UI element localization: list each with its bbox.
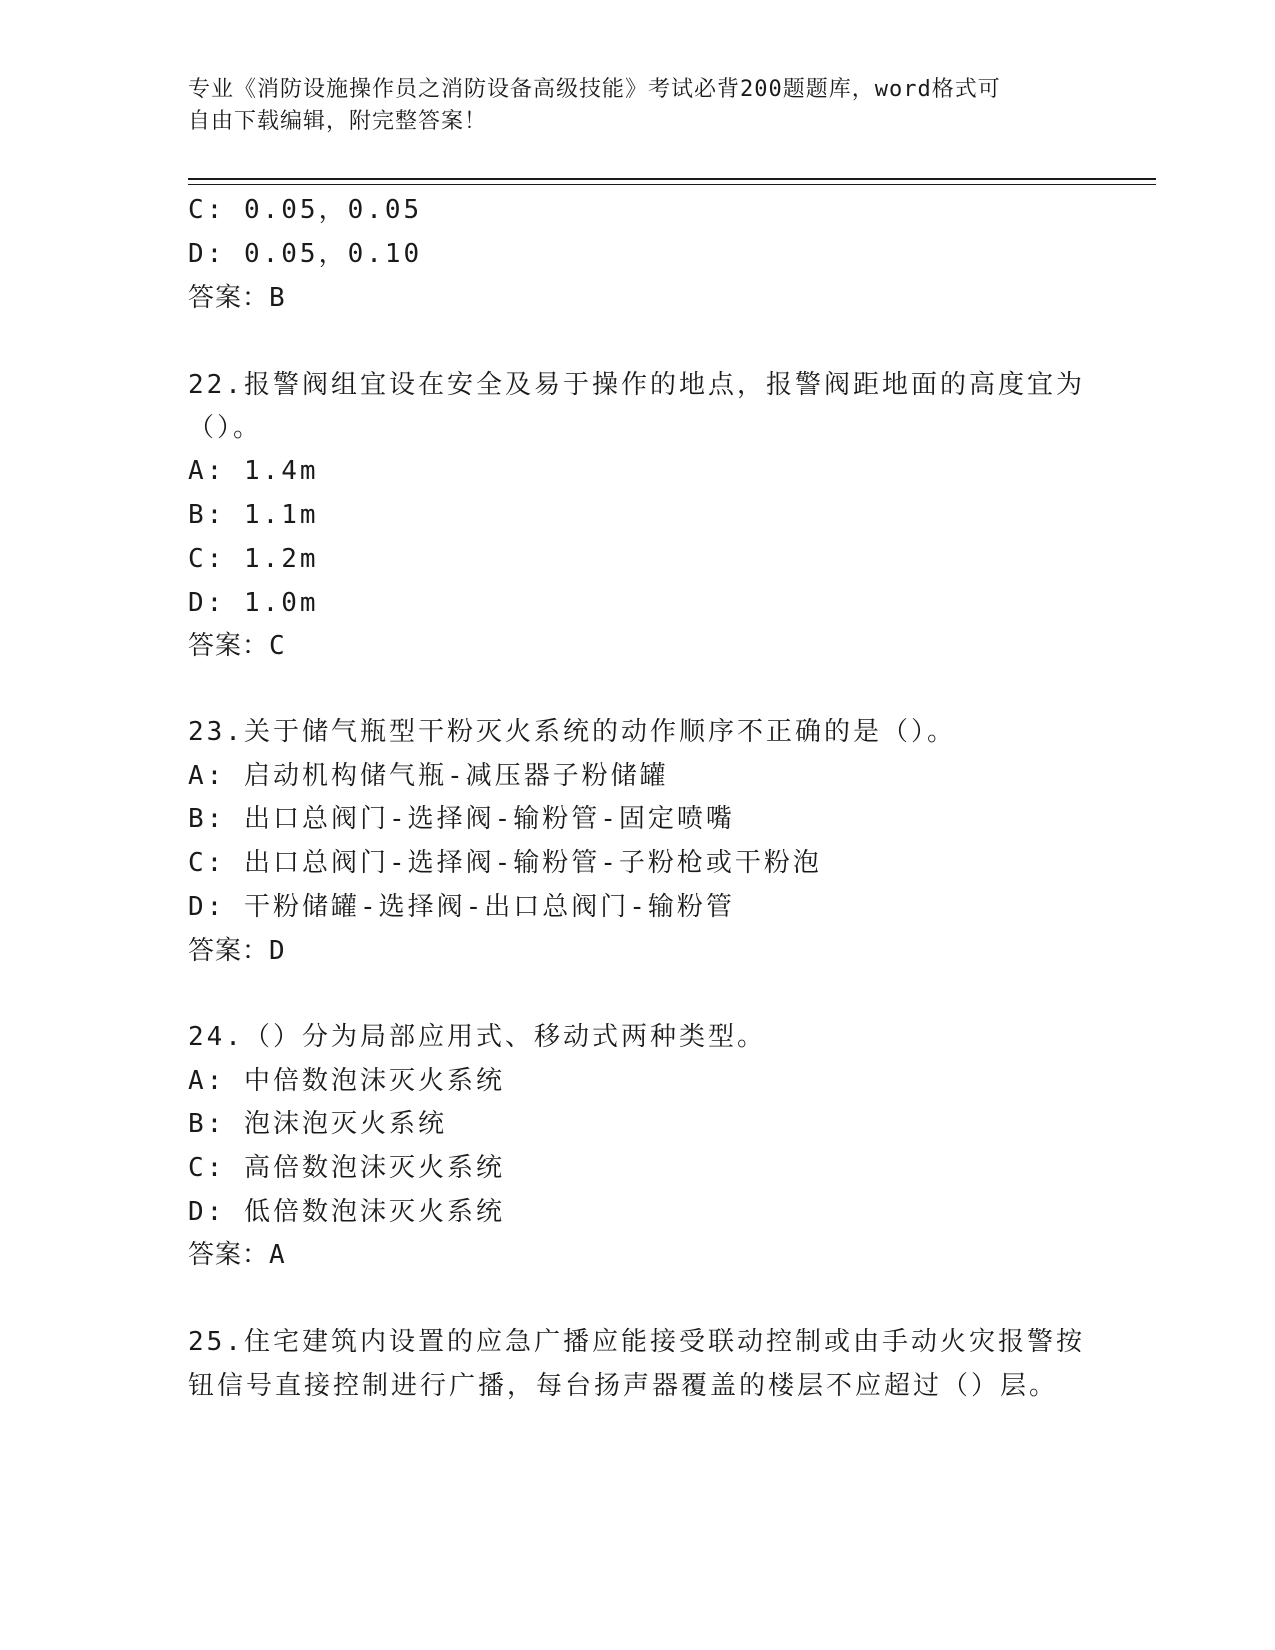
q23-option-c: C: 出口总阀门-选择阀-输粉管-子粉枪或干粉泡: [188, 848, 822, 878]
q22-option-b: B: 1.1m: [188, 500, 319, 530]
q25-stem-line-2: 钮信号直接控制进行广播，每台扬声器覆盖的楼层不应超过（）层。: [188, 1371, 1059, 1401]
header-title-line-2: 自由下载编辑，附完整答案！: [188, 109, 488, 134]
document-header: [188, 74, 1088, 138]
q21-option-d: D: 0.05，0.10: [188, 239, 423, 269]
header-title-line-1: 专业《消防设施操作员之消防设备高级技能》考试必背200题题库，word格式可: [188, 77, 1001, 102]
q22-option-a: A: 1.4m: [188, 456, 319, 486]
q24-option-d: D: 低倍数泡沫灭火系统: [188, 1197, 505, 1227]
q21-option-c: C: 0.05，0.05: [188, 195, 423, 225]
q23-answer: 答案：D: [188, 936, 286, 966]
q22-stem-line-2: （）。: [188, 413, 263, 443]
q23-option-b: B: 出口总阀门-选择阀-输粉管-固定喷嘴: [188, 804, 735, 834]
q22-option-c: C: 1.2m: [188, 544, 319, 574]
q22-answer: 答案：C: [188, 631, 286, 661]
q22-option-d: D: 1.0m: [188, 588, 319, 618]
q23-option-a: A: 启动机构储气瓶-减压器子粉储罐: [188, 761, 669, 791]
q24-option-c: C: 高倍数泡沫灭火系统: [188, 1153, 505, 1183]
q23-option-d: D: 干粉储罐-选择阀-出口总阀门-输粉管: [188, 892, 735, 922]
q25-stem-line-1: 25.住宅建筑内设置的应急广播应能接受联动控制或由手动火灾报警按: [188, 1327, 1085, 1357]
q22-stem-line-1: 22.报警阀组宜设在安全及易于操作的地点，报警阀距地面的高度宜为: [188, 370, 1085, 400]
q23-stem: 23.关于储气瓶型干粉灭火系统的动作顺序不正确的是（）。: [188, 717, 956, 747]
q21-answer: 答案：B: [188, 283, 286, 313]
q24-answer: 答案：A: [188, 1240, 286, 1270]
header-divider-thin: [188, 184, 1156, 185]
q24-stem: 24.（）分为局部应用式、移动式两种类型。: [188, 1022, 766, 1052]
q24-option-a: A: 中倍数泡沫灭火系统: [188, 1066, 505, 1096]
q24-option-b: B: 泡沫泡灭火系统: [188, 1109, 447, 1139]
header-divider-thick: [188, 178, 1156, 180]
